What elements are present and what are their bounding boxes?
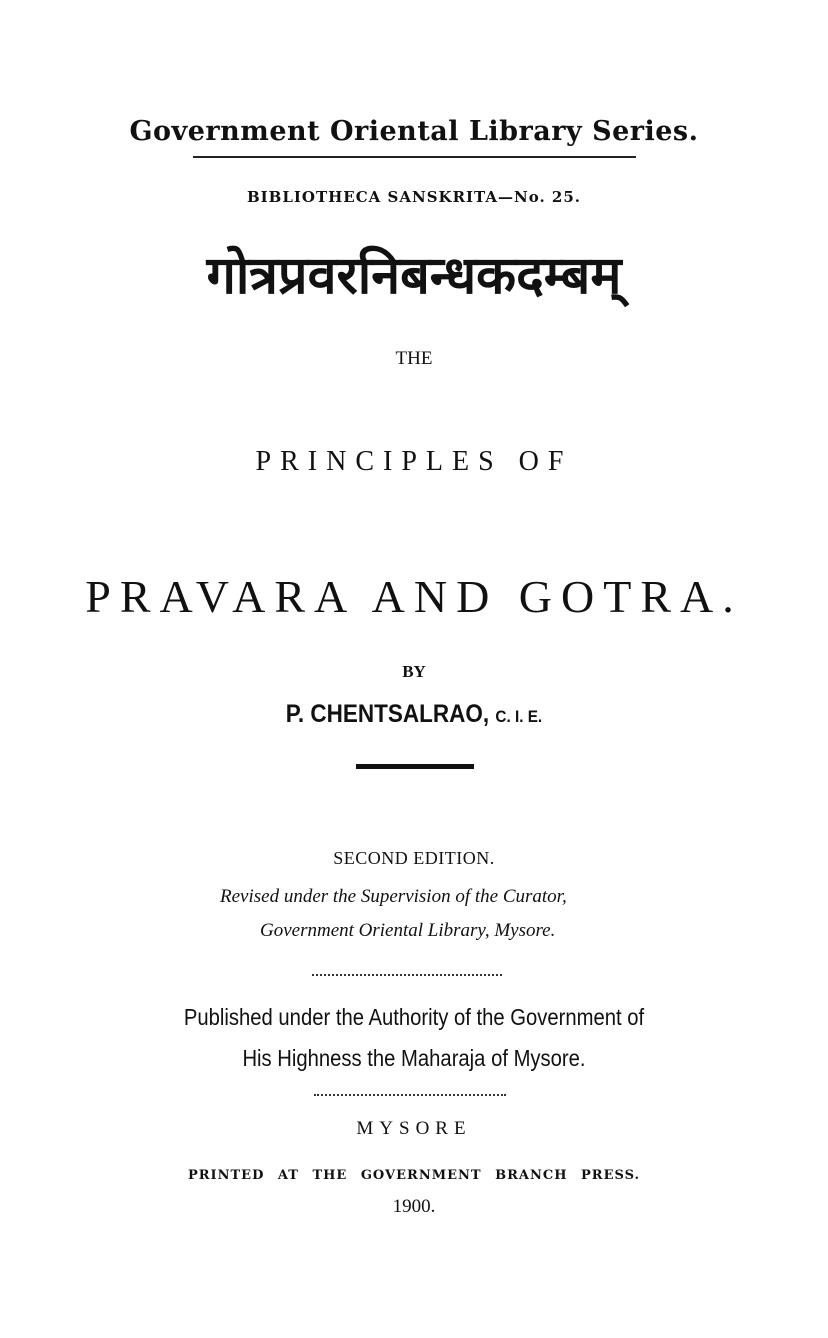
published-line-2: His Highness the Maharaja of Mysore. [242,1045,586,1071]
by-label: BY [402,662,426,681]
author-honour: C. I. E. [495,707,543,726]
divider [356,764,474,769]
wavy-divider [312,970,502,976]
author-name: P. CHENTSALRAO, [285,700,490,728]
edition: SECOND EDITION. [333,848,495,868]
main-title: PRAVARA AND GOTRA. [85,571,743,622]
wavy-divider [314,1090,506,1096]
bibliotheca-number: BIBLIOTHECA SANSKRITA—No. 25. [246,188,582,206]
published-line-1: Published under the Authority of the Government of [183,1004,645,1030]
printer: PRINTED AT THE GOVERNMENT BRANCH PRESS. [187,1168,641,1183]
year: 1900. [392,1196,436,1217]
sanskrit-title: गोत्रप्रवरनिबन्धकदम्बम् [206,246,622,306]
author [41,700,786,729]
divider [193,156,636,158]
title-the: THE [395,348,433,369]
series-title: Government Oriental Library Series. [129,116,699,147]
title-principles: PRINCIPLES OF [255,446,573,477]
place: MYSORE [356,1118,472,1139]
library-note: Government Oriental Library, Mysore. [260,920,556,941]
revised-note: Revised under the Supervision of the Curator, [220,886,567,907]
